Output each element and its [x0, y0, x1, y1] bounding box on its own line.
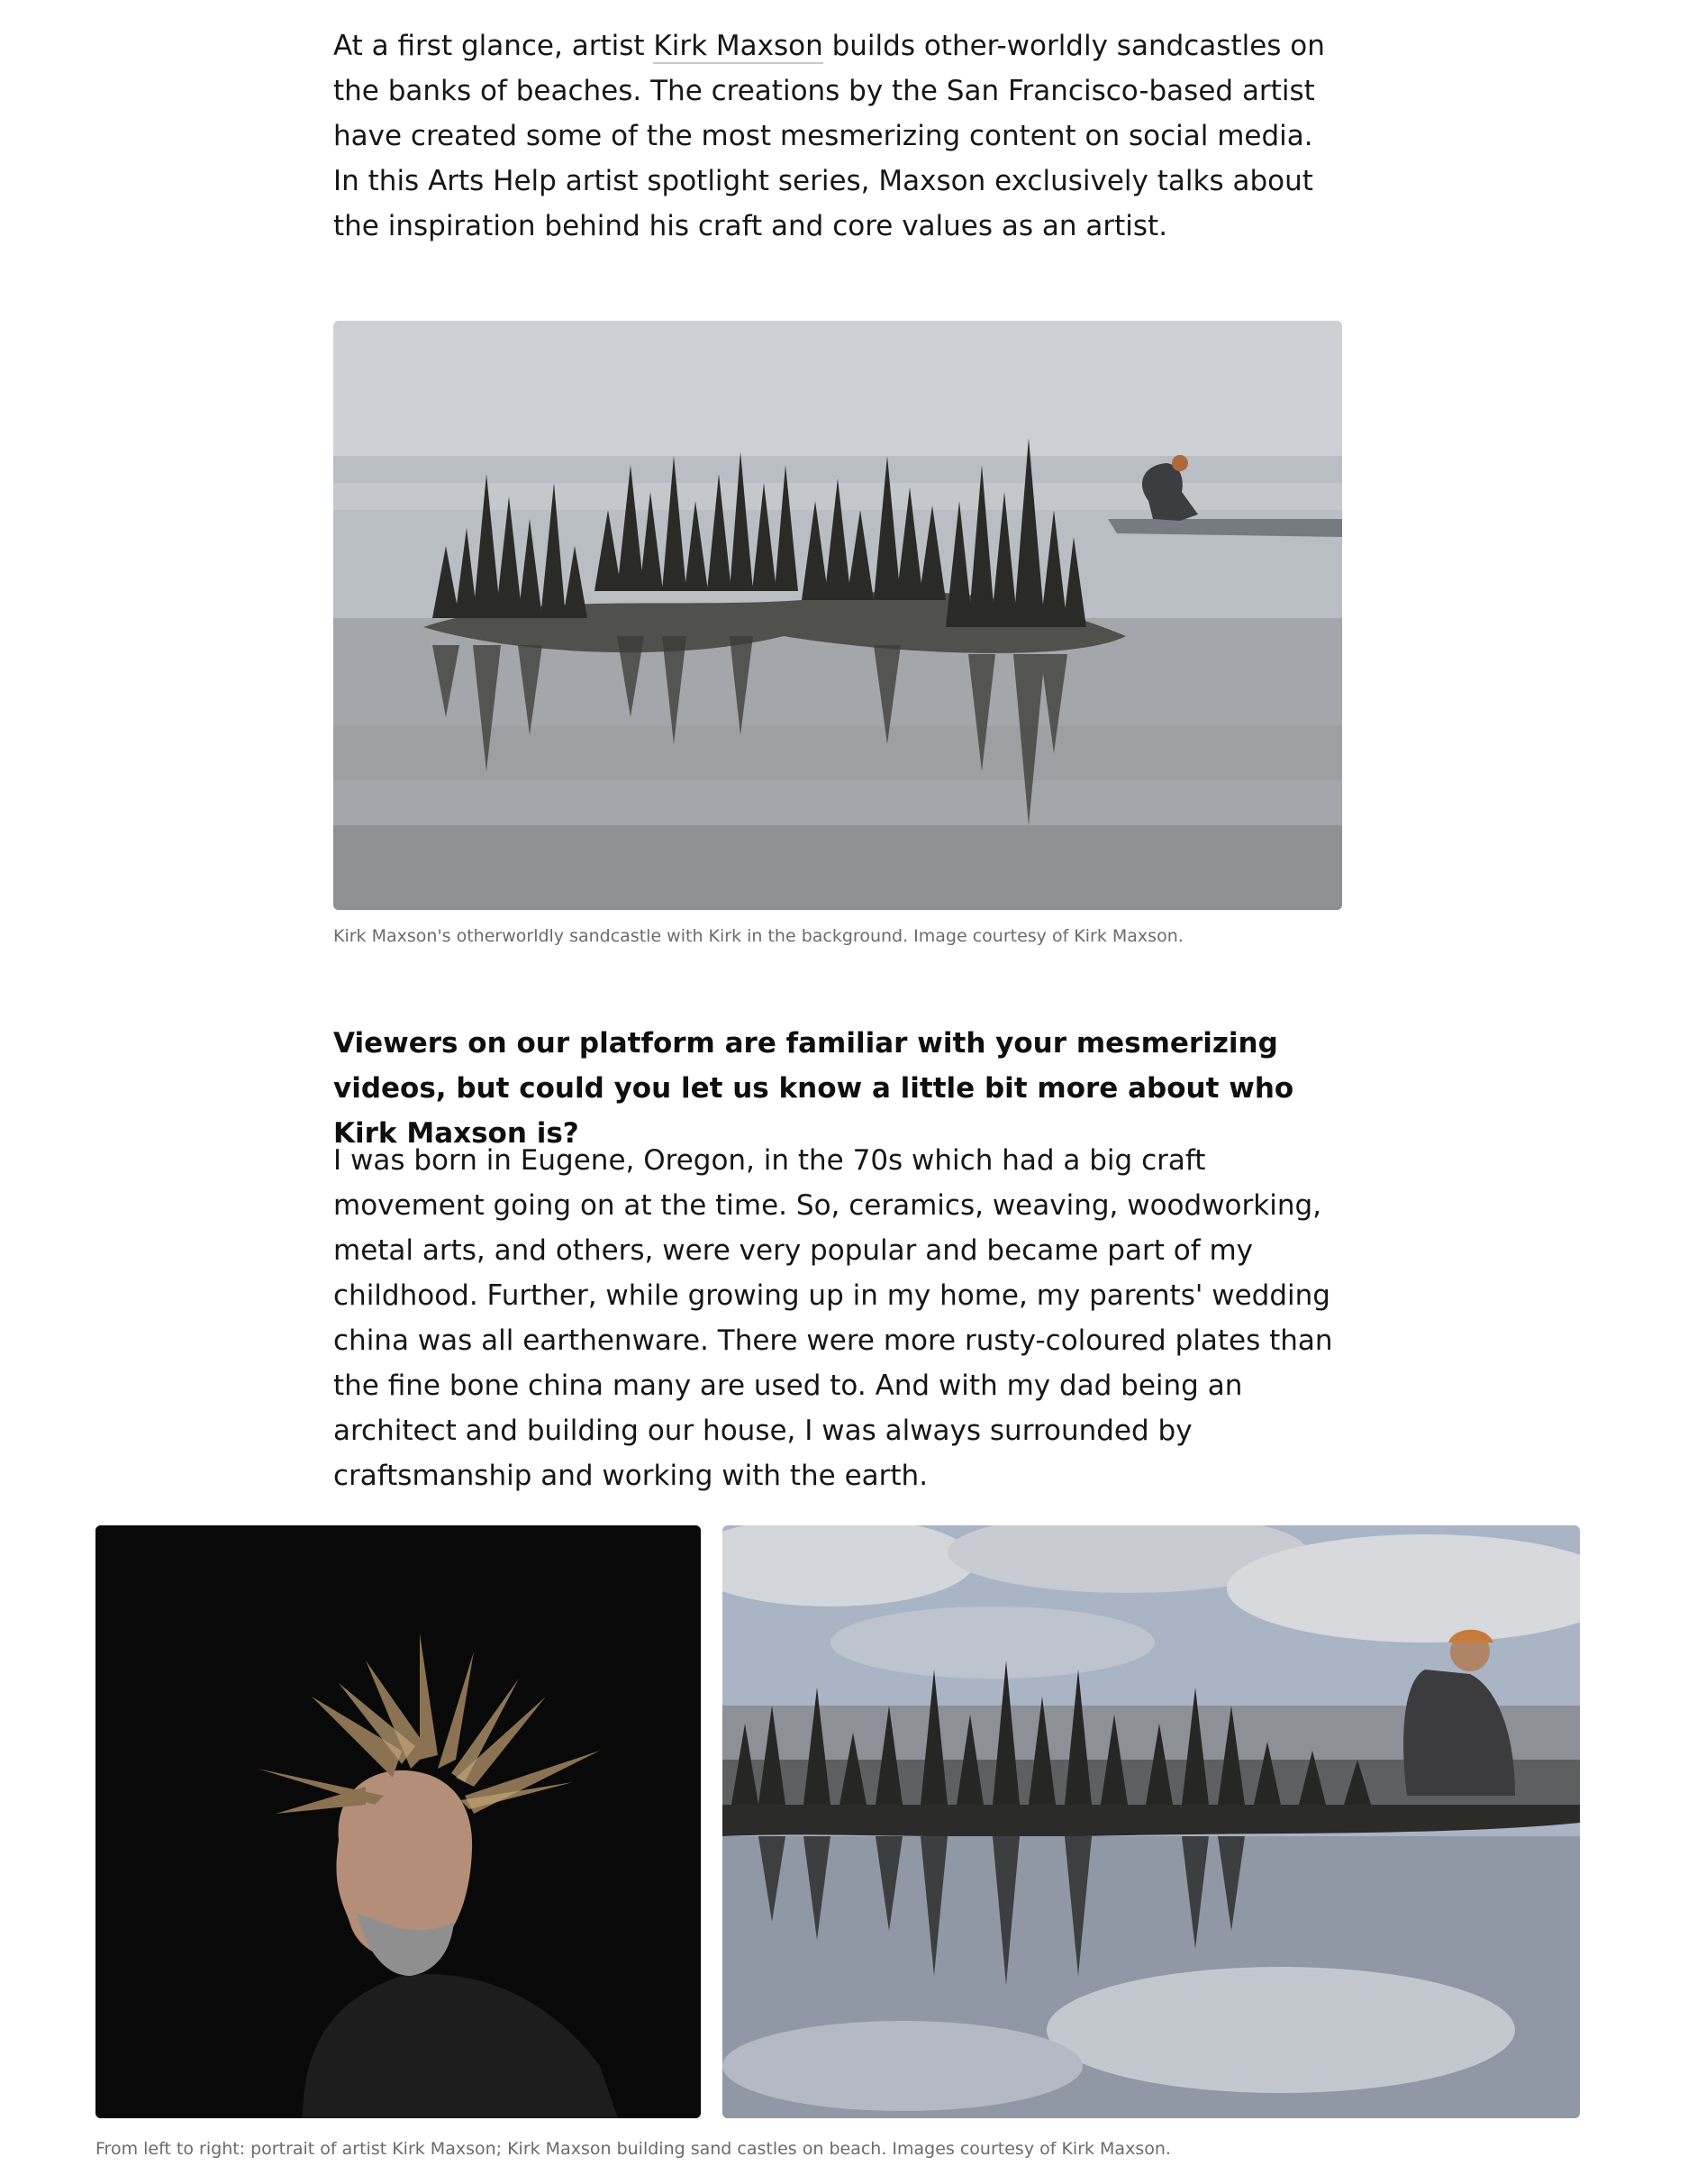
portrait-illustration: [95, 1525, 701, 2118]
intro-text-start: At a first glance, artist: [333, 30, 654, 62]
kirk-maxson-link[interactable]: Kirk Maxson: [653, 30, 823, 62]
interview-answer: I was born in Eugene, Oregon, in the 70s which had a big craft movement going on at the time. So, ceramics, weaving, woodworking, metal arts, and others, were very popular and became part of my childhood. Further, while growing up in my home, my parents' wedding china was all earthenware. There were more rusty-coloured plates than the fine bone china many are used to. And with my dad being an architect and building our house, I was always surrounded by craftsmanship and working with the earth.: [333, 1144, 1333, 1492]
figure1-caption: Kirk Maxson's otherworldly sandcastle with Kirk in the background. Image courtesy of Kirk Maxson.: [333, 926, 1184, 946]
intro-paragraph: [333, 23, 1342, 249]
interview-question: Viewers on our platform are familiar with your mesmerizing videos, but could you let us know a little bit more about who Kirk Maxson is?: [333, 1027, 1294, 1150]
figure2-caption: From left to right: portrait of artist Kirk Maxson; Kirk Maxson building sand castles on beach. Images courtesy of Kirk Maxson.: [95, 2139, 1171, 2159]
beach-illustration: [722, 1525, 1580, 2118]
sandcastle-illustration: [333, 321, 1342, 910]
sandcastle-photo: [333, 321, 1342, 910]
intro-text-end: builds other-worldly sandcastles on the banks of beaches. The creations by the San Francisco-based artist have created some of the most mesmerizing content on social media. In this Arts Help artist spotlight series, Maxson exclusively talks about the inspiration behind his craft and core values as an artist.: [333, 30, 1325, 242]
portrait-photo: [95, 1525, 701, 2118]
beach-building-photo: [722, 1525, 1580, 2118]
